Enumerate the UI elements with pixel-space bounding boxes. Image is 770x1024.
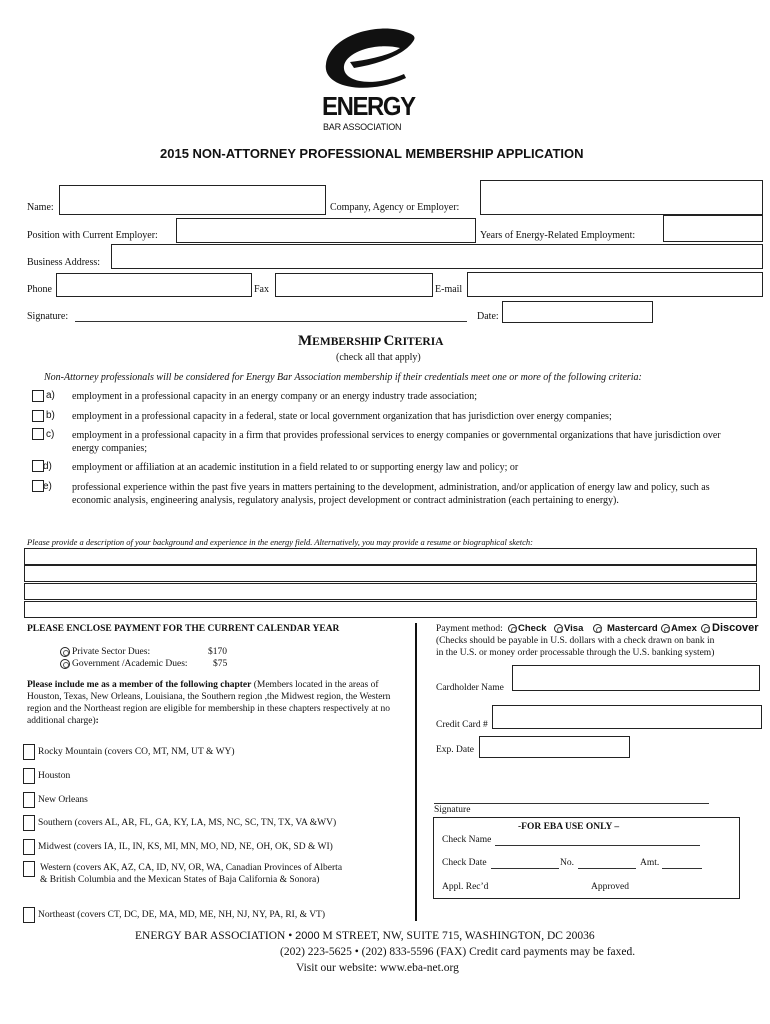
private-dues-amount: $170: [208, 647, 227, 657]
background-line-3[interactable]: [24, 583, 757, 600]
criteria-b-letter: b): [46, 410, 55, 421]
chapter-southern-checkbox[interactable]: [23, 815, 35, 831]
cardholder-label: Cardholder Name: [436, 683, 504, 693]
phone-field[interactable]: [56, 273, 252, 297]
payment-method-label: Payment method:: [436, 624, 503, 634]
logo-sub: BAR ASSOCIATION: [323, 122, 402, 132]
chapter-rocky-label: Rocky Mountain (covers CO, MT, NM, UT & WY): [38, 747, 235, 757]
card-signature-label: Signature: [434, 805, 471, 815]
address-field[interactable]: [111, 244, 763, 269]
criteria-c-text: employment in a professional capacity in a firm that provides professional services to energy companies or governmental organizations that have jurisdiction over energy companies;: [72, 430, 721, 454]
check-radio[interactable]: [508, 624, 517, 633]
fax-field[interactable]: [275, 273, 433, 297]
years-field[interactable]: [663, 215, 763, 242]
criteria-e-text: professional experience within the past five years in matters pertaining to the development, administration, and/or application of energy law and policy, such as economic analysis, engineering analysis, regulatory analysis, project development or contract administration (each pertaining to energy).: [72, 482, 710, 506]
check-name-line[interactable]: [495, 845, 700, 846]
chapter-houston-label: Houston: [38, 771, 71, 781]
chapter-northeast-checkbox[interactable]: [23, 907, 35, 923]
years-label: Years of Energy-Related Employment:: [480, 230, 636, 241]
payment-method-row: [436, 623, 766, 635]
criteria-d-text: employment or affiliation at an academic institution in a field related to or supporting energy law and policy; or: [72, 462, 519, 473]
card-number-field[interactable]: [492, 705, 762, 729]
logo: [310, 26, 430, 136]
page-title: 2015 NON-ATTORNEY PROFESSIONAL MEMBERSHIP APPLICATION: [160, 146, 584, 161]
appl-recd-label: Appl. Rec’d: [442, 882, 489, 892]
company-label: Company, Agency or Employer:: [330, 202, 460, 213]
exp-date-field[interactable]: [479, 736, 630, 758]
name-field[interactable]: [59, 185, 326, 215]
discover-radio[interactable]: [701, 624, 710, 633]
email-label: E-mail: [435, 284, 463, 295]
visa-option: Visa: [564, 623, 584, 634]
signature-label: Signature:: [27, 311, 69, 322]
cardholder-field[interactable]: [512, 665, 760, 691]
check-option: Check: [518, 623, 547, 634]
gov-dues-label: Government /Academic Dues:: [72, 659, 188, 669]
chapter-midwest-label: Midwest (covers IA, IL, IN, KS, MI, MN, MO, ND, NE, OH, OK, SD & WI): [38, 842, 333, 852]
date-label: Date:: [477, 311, 499, 322]
eba-use-title: -FOR EBA USE ONLY –: [518, 822, 620, 832]
private-dues-label: Private Sector Dues:: [72, 647, 151, 657]
criteria-c-letter: c): [46, 429, 55, 440]
fax-label: Fax: [254, 284, 269, 295]
check-no-label: No.: [560, 858, 574, 868]
criteria-c-checkbox[interactable]: [32, 428, 44, 440]
exp-date-label: Exp. Date: [436, 745, 474, 755]
criteria-e-letter: e): [43, 481, 52, 492]
background-line-2[interactable]: [24, 565, 757, 582]
card-signature-line[interactable]: [434, 803, 709, 804]
chapter-houston-checkbox[interactable]: [23, 768, 35, 784]
check-amt-line[interactable]: [662, 868, 702, 869]
footer-address: ENERGY BAR ASSOCIATION • 2000 M STREET, NW, SUITE 715, WASHINGTON, DC 20036: [135, 930, 595, 942]
column-divider: [415, 623, 417, 921]
check-no-line[interactable]: [578, 868, 636, 869]
amex-option: Amex: [671, 623, 697, 634]
logo-word: ENERGY: [322, 91, 415, 121]
check-date-line[interactable]: [491, 868, 559, 869]
criteria-b-checkbox[interactable]: [32, 410, 44, 422]
phone-label: Phone: [27, 284, 52, 295]
email-field[interactable]: [467, 272, 763, 297]
chapter-neworleans-checkbox[interactable]: [23, 792, 35, 808]
approved-label: Approved: [591, 882, 629, 892]
criteria-b-text: employment in a professional capacity in a federal, state or local government organization that has jurisdiction over energy companies;: [72, 411, 612, 422]
check-name-label: Check Name: [442, 835, 492, 845]
criteria-a-checkbox[interactable]: [32, 390, 44, 402]
criteria-intro: Non-Attorney professionals will be considered for Energy Bar Association membership if their credentials meet one or more of the following criteria:: [44, 372, 642, 383]
check-date-label: Check Date: [442, 858, 487, 868]
criteria-a-letter: a): [46, 390, 55, 401]
background-prompt: Please provide a description of your background and experience in the energy field. Alternatively, you may provide a resume or biographical sketch:: [27, 537, 534, 547]
payment-note-1: (Checks should be payable in U.S. dollars with a check drawn on bank in: [436, 636, 715, 646]
company-field[interactable]: [480, 180, 763, 215]
payment-heading: PLEASE ENCLOSE PAYMENT FOR THE CURRENT CALENDAR YEAR: [27, 624, 340, 634]
date-field[interactable]: [502, 301, 653, 323]
chapter-western-checkbox[interactable]: [23, 861, 35, 877]
background-line-4[interactable]: [24, 601, 757, 618]
criteria-d-letter: d): [43, 461, 52, 472]
chapter-northeast-label: Northeast (covers CT, DC, DE, MA, MD, ME, NH, NJ, NY, PA, RI, & VT): [38, 910, 326, 920]
chapter-rocky-checkbox[interactable]: [23, 744, 35, 760]
check-amt-label: Amt.: [640, 858, 660, 868]
mastercard-radio[interactable]: [593, 624, 602, 633]
discover-option: Discover: [712, 622, 759, 634]
mastercard-option: Mastercard: [607, 623, 658, 634]
payment-note-2: in the U.S. or money order processable through the U.S. banking system): [436, 648, 715, 658]
chapter-western-label: Western (covers AK, AZ, CA, ID, NV, OR, WA, Canadian Provinces of Alberta & British Columbia and the Mexican States of Baja California & Sonora): [40, 863, 343, 885]
address-label: Business Address:: [27, 257, 101, 268]
chapter-neworleans-label: New Orleans: [38, 795, 88, 805]
card-number-label: Credit Card #: [436, 720, 488, 730]
position-field[interactable]: [176, 218, 476, 243]
amex-radio[interactable]: [661, 624, 670, 633]
criteria-a-text: employment in a professional capacity in an energy company or an energy industry trade association;: [72, 391, 478, 402]
background-line-1[interactable]: [24, 548, 757, 565]
chapter-southern-label: Southern (covers AL, AR, FL, GA, KY, LA, MS, NC, SC, TN, TX, VA &WV): [38, 818, 337, 828]
footer-website: Visit our website: www.eba-net.org: [296, 962, 459, 974]
logo-swoosh-icon: [310, 26, 430, 98]
gov-dues-amount: $75: [213, 659, 228, 669]
criteria-subheading: (check all that apply): [336, 352, 421, 363]
chapter-instructions: Please include me as a member of the following chapter (Members located in the areas of Houston, Texas, New Orleans, Louisiana, the Southern region ,the Midwest region, the Western region and the Northeast region are eligible for membership in these chapters respectively at no additional charge):: [27, 680, 391, 726]
signature-line[interactable]: [75, 321, 467, 322]
name-label: Name:: [27, 202, 54, 213]
private-dues-radio[interactable]: [60, 647, 70, 657]
visa-radio[interactable]: [554, 624, 563, 633]
criteria-heading: MEMBERSHIP CRITERIA: [298, 333, 444, 349]
gov-dues-radio[interactable]: [60, 659, 70, 669]
position-label: Position with Current Employer:: [27, 230, 158, 241]
chapter-midwest-checkbox[interactable]: [23, 839, 35, 855]
footer-phone: (202) 223-5625 • (202) 833-5596 (FAX) Credit card payments may be faxed.: [280, 946, 636, 958]
